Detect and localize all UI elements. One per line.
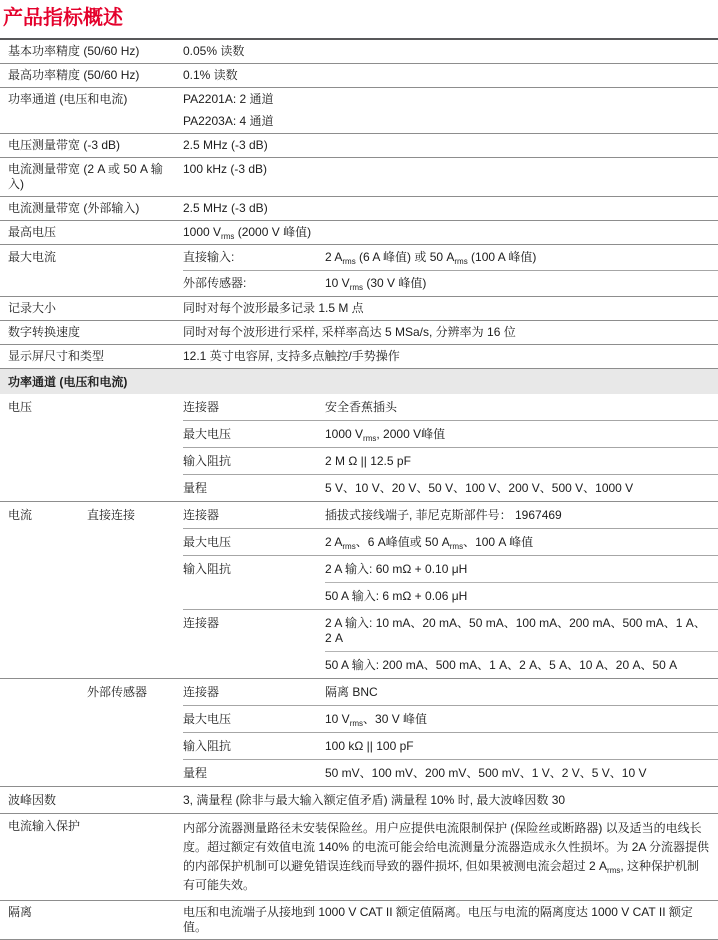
spec-value (325, 421, 718, 447)
spec-label: 电压测量带宽 (-3 dB) (8, 138, 121, 152)
spec-value: 0.1% 读数 (183, 68, 238, 82)
spec-row (0, 196, 718, 220)
spec-value (183, 814, 718, 900)
group-row (183, 759, 718, 786)
spec-sublabel: 最大电压 (183, 427, 232, 441)
value-text: , 这种保护机制有可能失效。 (183, 859, 700, 892)
group-label-spacer (0, 679, 87, 786)
rms-subscript: rms (342, 257, 356, 266)
group-label: 电流 (8, 508, 33, 522)
spec-row (0, 63, 718, 87)
rms-subscript: rms (349, 719, 364, 728)
spec-sublabel: 外部传感器: (183, 276, 247, 290)
spec-sublabel: 输入阻抗 (183, 562, 232, 576)
spec-sublabel: 最大电压 (183, 535, 232, 549)
value-stack (325, 610, 718, 678)
spec-sublabel: 连接器 (183, 685, 220, 699)
spec-label: 功率通道 (电压和电流) (8, 92, 128, 106)
current-direct-group-row (0, 501, 718, 678)
spec-sublabel: 量程 (183, 481, 208, 495)
group-row (183, 447, 718, 474)
sub-rows (183, 245, 718, 296)
spec-row (0, 786, 718, 813)
spec-table (0, 38, 718, 940)
spec-label: 最高功率精度 (50/60 Hz) (8, 68, 140, 82)
spec-label: 基本功率精度 (50/60 Hz) (8, 44, 140, 58)
rms-subscript: rms (449, 542, 464, 551)
spec-label: 显示屏尺寸和类型 (8, 349, 105, 363)
spec-value: 2 M Ω || 12.5 pF (325, 454, 411, 468)
value-text: 1000 V (325, 427, 364, 441)
spec-label: 记录大小 (8, 301, 57, 315)
group-row (183, 394, 718, 420)
group-rows (183, 394, 718, 501)
spec-row (0, 813, 718, 900)
spec-label: 最高电压 (8, 225, 57, 239)
spec-label: 电流测量带宽 (外部输入) (8, 201, 140, 215)
spec-sublabel: 连接器 (183, 616, 220, 630)
spec-value: 50 mV、100 mV、200 mV、500 mV、1 V、2 V、5 V、10 V (325, 766, 647, 780)
group-row (183, 609, 718, 678)
rms-subscript: rms (342, 542, 356, 551)
sub-row (183, 270, 718, 296)
spec-value (325, 271, 718, 296)
spec-value: 2.5 MHz (-3 dB) (183, 138, 268, 152)
spec-sublabel: 连接器 (183, 508, 220, 522)
spec-value (183, 221, 718, 244)
value-text: 内部分流器测量路径未安装保险丝。用户应提供电流限制保护 (保险丝或断路器) 以及适当的电线长度。超过额定有效值电流 140% 的电流可能会给电流测量分流器造成永久性损坏。为 2A 分流器提供的内部保护机制可以避免错误连线而导致的器件损坏, 但如果被测电流会超过 2 A (183, 821, 710, 873)
spec-label: 电流测量带宽 (2 A 或 50 A 输入) (8, 162, 163, 191)
value-text: 10 V (325, 712, 350, 726)
voltage-group-row (0, 394, 718, 501)
spec-label: 数字转换速度 (8, 325, 81, 339)
group-row (183, 420, 718, 447)
rms-subscript: rms (221, 232, 235, 241)
spec-value (325, 706, 718, 732)
spec-sublabel: 输入阻抗 (183, 739, 232, 753)
spec-row (0, 244, 718, 296)
group-row (183, 474, 718, 501)
spec-value (183, 88, 718, 133)
spec-value-line: PA2203A: 4 通道 (183, 114, 274, 128)
spec-value: 12.1 英寸电容屏, 支持多点触控/手势操作 (183, 349, 400, 363)
spec-value: 100 kHz (-3 dB) (183, 162, 268, 176)
value-text: (100 A 峰值) (467, 250, 537, 264)
spec-sublabel: 输入阻抗 (183, 454, 232, 468)
value-text: 2 A (325, 250, 343, 264)
rms-subscript: rms (349, 283, 364, 292)
spec-sublabel: 量程 (183, 766, 208, 780)
spec-value: 电压和电流端子从接地到 1000 V CAT II 额定值隔离。电压与电流的隔离度达 1000 V CAT II 额定值。 (183, 905, 693, 934)
spec-row (0, 344, 718, 368)
spec-value: 插拔式接线端子, 菲尼克斯部件号： 1967469 (325, 508, 562, 522)
spec-value (325, 529, 718, 555)
spec-row (0, 320, 718, 344)
value-text: (2000 V 峰值) (234, 225, 312, 239)
page-title: 产品指标概述 (3, 7, 123, 29)
group-row (183, 502, 718, 528)
spec-value-line: PA2201A: 2 通道 (183, 92, 274, 106)
value-text: 1000 V (183, 225, 222, 239)
spec-label: 波峰因数 (8, 793, 57, 807)
rms-subscript: rms (607, 866, 621, 875)
value-text: (30 V 峰值) (363, 276, 427, 290)
value-text: 2 A (325, 535, 343, 549)
spec-value: 3, 满量程 (除非与最大输入额定值矛盾) 满量程 10% 时, 最大波峰因数 30 (183, 793, 566, 807)
rms-subscript: rms (454, 257, 468, 266)
spec-row (0, 157, 718, 196)
spec-row (0, 40, 718, 63)
spec-row (0, 220, 718, 244)
spec-row (0, 87, 718, 133)
group-row (183, 705, 718, 732)
spec-value: 100 kΩ || 100 pF (325, 739, 414, 753)
group-row (183, 732, 718, 759)
group-rows (183, 502, 718, 678)
value-text: 10 V (325, 276, 350, 290)
section-banner: 功率通道 (电压和电流) (0, 368, 718, 394)
value-text: 、100 A 峰值 (463, 535, 534, 549)
spec-label: 隔离 (8, 905, 33, 919)
spec-value: 2 A 输入: 10 mA、20 mA、50 mA、100 mA、200 mA、500 mA、1 A、2 A (325, 616, 706, 645)
spec-value: 2 A 输入: 60 mΩ + 0.10 μH (325, 562, 468, 576)
spec-value: 2.5 MHz (-3 dB) (183, 201, 268, 215)
group-row (183, 528, 718, 555)
spec-row (0, 133, 718, 157)
spec-value: 50 A 输入: 6 mΩ + 0.06 μH (325, 582, 718, 609)
group-row (183, 679, 718, 705)
spec-sublabel: 最大电压 (183, 712, 232, 726)
spec-sublabel: 连接器 (183, 400, 220, 414)
spec-value: 隔离 BNC (325, 685, 378, 699)
value-stack (325, 556, 718, 609)
spec-label: 最大电流 (8, 250, 57, 264)
group-sublabel: 外部传感器 (87, 685, 148, 699)
current-external-group-row (0, 678, 718, 786)
group-row (183, 555, 718, 609)
value-text: 、6 A峰值或 50 A (355, 535, 450, 549)
sub-row (183, 245, 718, 270)
value-text: (6 A 峰值) 或 50 A (355, 250, 455, 264)
group-label: 电压 (8, 400, 33, 414)
spec-value: 50 A 输入: 200 mA、500 mA、1 A、2 A、5 A、10 A、20 A、50 A (325, 651, 718, 678)
spec-sublabel: 直接输入: (183, 250, 235, 264)
spec-label: 电流输入保护 (8, 819, 81, 833)
spec-value (325, 245, 718, 270)
rms-subscript: rms (363, 434, 377, 443)
spec-value: 5 V、10 V、20 V、50 V、100 V、200 V、500 V、1000 V (325, 481, 634, 495)
value-text: , 2000 V峰值 (376, 427, 446, 441)
group-sublabel: 直接连接 (87, 508, 136, 522)
value-text: 、30 V 峰值 (363, 712, 428, 726)
spec-value: 同时对每个波形最多记录 1.5 M 点 (183, 301, 364, 315)
spec-value: 0.05% 读数 (183, 44, 245, 58)
spec-value: 安全香蕉插头 (325, 400, 398, 414)
spec-row (0, 296, 718, 320)
spec-row (0, 900, 718, 939)
group-rows (183, 679, 718, 786)
spec-value: 同时对每个波形进行采样, 采样率高达 5 MSa/s, 分辨率为 16 位 (183, 325, 516, 339)
